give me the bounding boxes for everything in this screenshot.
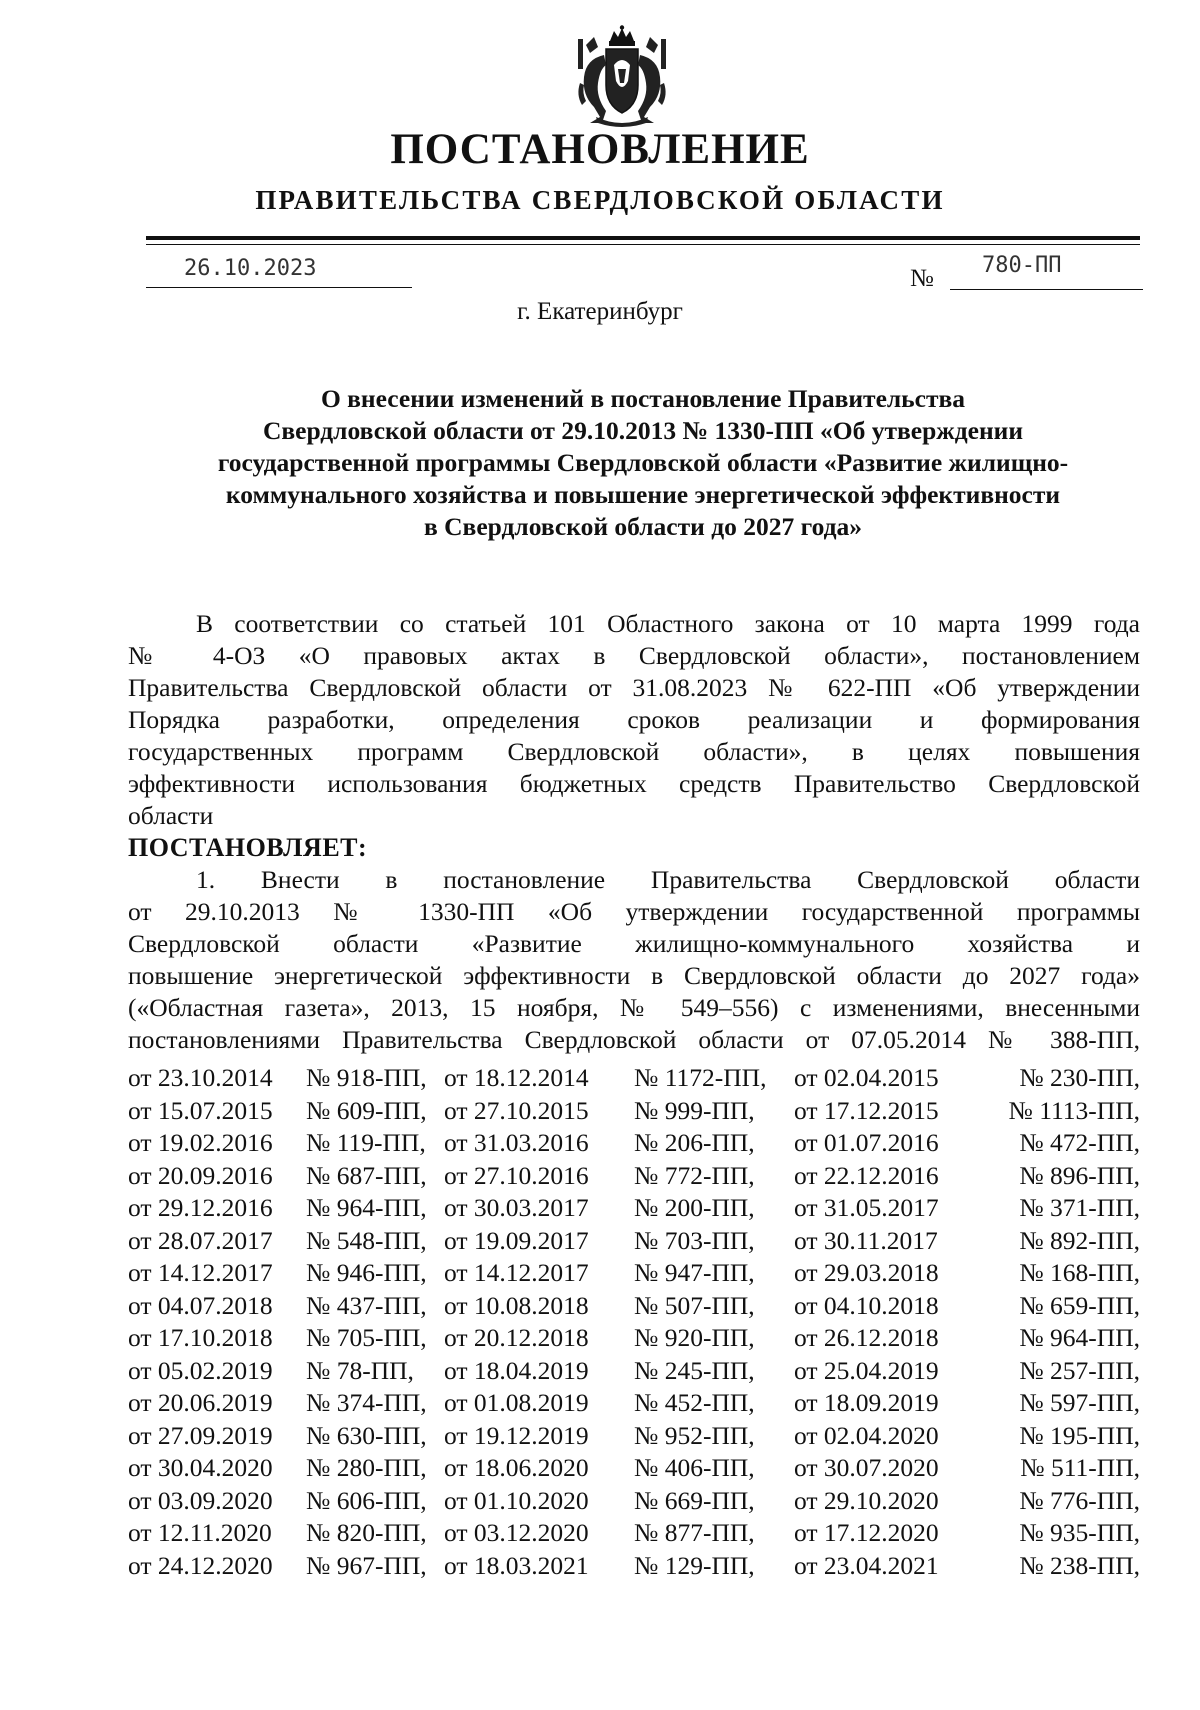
amendment-number: № 230-ПП, (1019, 1063, 1140, 1093)
amendment-date: от 29.12.2016 (128, 1193, 273, 1223)
amendment-number: № 374-ПП, (306, 1388, 427, 1418)
amendment-date: от 17.10.2018 (128, 1323, 273, 1353)
amendment-date: от 20.09.2016 (128, 1160, 273, 1190)
number-underline (950, 289, 1143, 290)
amendments-list (128, 1062, 1140, 1582)
amendment-date: от 20.12.2018 (444, 1323, 589, 1353)
amendment-date: от 27.10.2016 (444, 1160, 589, 1190)
amendment-number: № 1113-ПП, (1008, 1095, 1140, 1125)
document-type-title: ПОСТАНОВЛЕНИЕ (390, 126, 810, 173)
amendment-number: № 548-ПП, (306, 1225, 427, 1255)
amendment-number: № 1172-ПП, (634, 1063, 767, 1093)
amendment-number: № 630-ПП, (306, 1420, 427, 1450)
amendment-number: № 705-ПП, (306, 1323, 427, 1353)
amendment-date: от 12.11.2020 (128, 1518, 272, 1548)
amendment-row (128, 1322, 1140, 1355)
amendment-date: от 14.12.2017 (444, 1258, 589, 1288)
amendment-row (128, 1192, 1140, 1225)
amendment-date: от 17.12.2015 (794, 1095, 939, 1125)
preamble-line: Правительства Свердловской области от 31.08.2023 № 622-ПП «Об утверждении (128, 673, 1140, 702)
document-number: 780-ПП (982, 253, 1062, 278)
amendment-number: № 119-ПП, (306, 1128, 426, 1158)
amendment-date: от 23.04.2021 (794, 1550, 939, 1580)
amendment-date: от 04.07.2018 (128, 1290, 273, 1320)
amendment-number: № 507-ПП, (634, 1290, 755, 1320)
resolves-heading: ПОСТАНОВЛЯЕТ: (128, 833, 368, 862)
amendment-date: от 05.02.2019 (128, 1355, 273, 1385)
amendment-date: от 29.03.2018 (794, 1258, 939, 1288)
amendment-number: № 406-ПП, (634, 1453, 755, 1483)
amendment-number: № 659-ПП, (1019, 1290, 1140, 1320)
amendment-number: № 687-ПП, (306, 1160, 427, 1190)
amendment-number: № 947-ПП, (634, 1258, 755, 1288)
amendment-date: от 23.10.2014 (128, 1063, 273, 1093)
amendment-date: от 31.05.2017 (794, 1193, 939, 1223)
amendment-number: № 206-ПП, (634, 1128, 755, 1158)
amendment-date: от 22.12.2016 (794, 1160, 939, 1190)
amendment-row (128, 1355, 1140, 1388)
item1-line: («Областная газета», 2013, 15 ноября, № 549–556) с изменениями, внесенными (128, 993, 1140, 1022)
document-subject (146, 383, 1140, 543)
amendment-number: № 129-ПП, (634, 1550, 755, 1580)
amendment-row (128, 1257, 1140, 1290)
amendment-row (128, 1485, 1140, 1518)
amendment-date: от 03.09.2020 (128, 1485, 273, 1515)
amendment-number: № 935-ПП, (1019, 1518, 1140, 1548)
number-sign: № (910, 265, 934, 292)
amendment-row (128, 1550, 1140, 1583)
preamble-line: № 4-ОЗ «О правовых актах в Свердловской области», постановлением (128, 641, 1140, 670)
amendment-date: от 02.04.2020 (794, 1420, 939, 1450)
amendment-row (128, 1095, 1140, 1128)
preamble-line: Порядка разработки, определения сроков реализации и формирования (128, 705, 1140, 734)
amendment-number: № 967-ПП, (306, 1550, 427, 1580)
amendment-number: № 877-ПП, (634, 1518, 755, 1548)
amendment-number: № 946-ПП, (306, 1258, 427, 1288)
date-underline (146, 287, 412, 288)
amendment-date: от 30.07.2020 (794, 1453, 939, 1483)
amendment-date: от 15.07.2015 (128, 1095, 273, 1125)
amendment-date: от 01.07.2016 (794, 1128, 939, 1158)
subject-line: в Свердловской области до 2027 года» (424, 512, 862, 541)
document-date: 26.10.2023 (184, 256, 317, 281)
amendment-date: от 18.12.2014 (444, 1063, 589, 1093)
amendment-date: от 18.09.2019 (794, 1388, 939, 1418)
amendment-date: от 19.02.2016 (128, 1128, 273, 1158)
amendment-number: № 472-ПП, (1019, 1128, 1140, 1158)
coat-of-arms-icon (572, 25, 672, 127)
amendment-number: № 703-ПП, (634, 1225, 755, 1255)
amendment-row (128, 1160, 1140, 1193)
amendment-row (128, 1290, 1140, 1323)
amendment-number: № 371-ПП, (1019, 1193, 1140, 1223)
amendment-date: от 31.03.2016 (444, 1128, 589, 1158)
amendment-date: от 18.06.2020 (444, 1453, 589, 1483)
organization-title: ПРАВИТЕЛЬСТВА СВЕРДЛОВСКОЙ ОБЛАСТИ (255, 185, 945, 215)
header-rule-thick (146, 236, 1140, 240)
amendment-row (128, 1420, 1140, 1453)
amendment-date: от 30.04.2020 (128, 1453, 273, 1483)
amendment-number: № 238-ПП, (1019, 1550, 1140, 1580)
amendment-date: от 01.10.2020 (444, 1485, 589, 1515)
preamble-line: области (128, 801, 214, 830)
amendment-row (128, 1127, 1140, 1160)
subject-line: Свердловской области от 29.10.2013 № 1330-ПП «Об утверждении (262, 416, 1024, 445)
amendment-number: № 200-ПП, (634, 1193, 755, 1223)
amendment-date: от 28.07.2017 (128, 1225, 273, 1255)
city-name: г. Екатеринбург (517, 298, 683, 325)
amendment-date: от 25.04.2019 (794, 1355, 939, 1385)
amendment-row (128, 1387, 1140, 1420)
amendment-date: от 02.04.2015 (794, 1063, 939, 1093)
amendment-number: № 964-ПП, (1019, 1323, 1140, 1353)
amendment-date: от 27.09.2019 (128, 1420, 273, 1450)
amendment-row (128, 1517, 1140, 1550)
amendment-date: от 19.12.2019 (444, 1420, 589, 1450)
amendment-date: от 24.12.2020 (128, 1550, 273, 1580)
amendment-number: № 609-ПП, (306, 1095, 427, 1125)
item1-line: Свердловской области «Развитие жилищно-коммунального хозяйства и (128, 929, 1140, 958)
amendment-number: № 597-ПП, (1019, 1388, 1140, 1418)
amendment-row (128, 1452, 1140, 1485)
amendment-date: от 20.06.2019 (128, 1388, 273, 1418)
amendment-number: № 257-ПП, (1019, 1355, 1140, 1385)
amendment-date: от 18.04.2019 (444, 1355, 589, 1385)
amendment-number: № 772-ПП, (634, 1160, 755, 1190)
amendment-date: от 10.08.2018 (444, 1290, 589, 1320)
amendment-number: № 168-ПП, (1019, 1258, 1140, 1288)
amendment-number: № 952-ПП, (634, 1420, 755, 1450)
amendment-date: от 27.10.2015 (444, 1095, 589, 1125)
amendment-date: от 29.10.2020 (794, 1485, 939, 1515)
amendment-row (128, 1062, 1140, 1095)
amendment-date: от 18.03.2021 (444, 1550, 589, 1580)
amendment-number: № 437-ПП, (306, 1290, 427, 1320)
amendment-number: № 964-ПП, (306, 1193, 427, 1223)
amendment-number: № 195-ПП, (1019, 1420, 1140, 1450)
amendment-number: № 920-ПП, (634, 1323, 755, 1353)
item1-line: постановлениями Правительства Свердловской области от 07.05.2014 № 388-ПП, (128, 1025, 1140, 1054)
amendment-date: от 30.11.2017 (794, 1225, 938, 1255)
amendment-number: № 606-ПП, (306, 1485, 427, 1515)
amendment-number: № 820-ПП, (306, 1518, 427, 1548)
amendment-number: № 669-ПП, (634, 1485, 755, 1515)
amendment-number: № 280-ПП, (306, 1453, 427, 1483)
preamble-line: государственных программ Свердловской области», в целях повышения (128, 737, 1140, 766)
amendment-number: № 918-ПП, (306, 1063, 427, 1093)
amendment-date: от 19.09.2017 (444, 1225, 589, 1255)
amendment-number: № 776-ПП, (1019, 1485, 1140, 1515)
amendment-number: № 511-ПП, (1020, 1453, 1140, 1483)
item1-line: 1. Внести в постановление Правительства Свердловской области (196, 865, 1140, 894)
amendment-date: от 03.12.2020 (444, 1518, 589, 1548)
amendment-date: от 14.12.2017 (128, 1258, 273, 1288)
amendment-number: № 896-ПП, (1019, 1160, 1140, 1190)
amendment-date: от 04.10.2018 (794, 1290, 939, 1320)
subject-line: коммунального хозяйства и повышение энергетической эффективности (225, 480, 1061, 509)
preamble-line: эффективности использования бюджетных средств Правительство Свердловской (128, 769, 1140, 798)
document-body (128, 608, 1140, 1056)
amendment-number: № 892-ПП, (1019, 1225, 1140, 1255)
amendment-number: № 999-ПП, (634, 1095, 755, 1125)
amendment-date: от 26.12.2018 (794, 1323, 939, 1353)
amendment-date: от 30.03.2017 (444, 1193, 589, 1223)
amendment-number: № 78-ПП, (306, 1355, 414, 1385)
amendment-number: № 245-ПП, (634, 1355, 755, 1385)
item1-line: повышение энергетической эффективности в Свердловской области до 2027 года» (128, 961, 1140, 990)
amendment-date: от 01.08.2019 (444, 1388, 589, 1418)
item1-line: от 29.10.2013 № 1330-ПП «Об утверждении государственной программы (128, 897, 1140, 926)
header-rule-thin (146, 244, 1140, 245)
preamble-line: В соответствии со статьей 101 Областного закона от 10 марта 1999 года (196, 609, 1140, 638)
amendment-number: № 452-ПП, (634, 1388, 755, 1418)
subject-line: государственной программы Свердловской области «Развитие жилищно- (217, 448, 1069, 477)
subject-line: О внесении изменений в постановление Правительства (320, 384, 966, 413)
amendment-date: от 17.12.2020 (794, 1518, 939, 1548)
amendment-row (128, 1225, 1140, 1258)
